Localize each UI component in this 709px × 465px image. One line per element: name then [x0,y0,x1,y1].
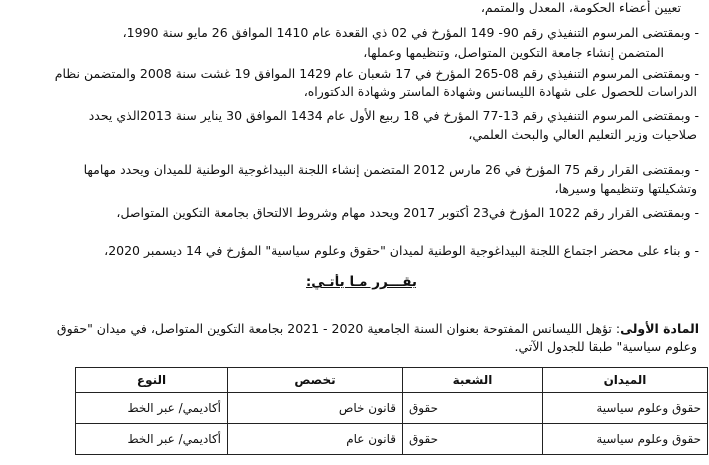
decision-heading: يقـــرر مـا يأتـي: [305,274,417,290]
text-line: - وبمقتضى القرار رقم 75 المؤرخ في 26 مارس 2012 المتضمن إنشاء اللجنة البيداغوجية الوطنية للميدان ويحدد مهامها [83,162,699,177]
text-line: - وبمقتضى المرسوم التنفيذي رقم 08-265 المؤرخ في 17 شعبان عام 1429 الموافق 19 غشت سنة 2008 والمتضمن نظام [54,66,699,81]
text-line: - و بناء على محضر اجتماع اللجنة البيداغوجية الوطنية لميدان "حقوق وعلوم سياسية" المؤرخ في 14 ديسمبر 2020، [104,243,699,258]
text-line: المتضمن إنشاء جامعة التكوين المتواصل، وتنظيمها وعملها، [363,45,664,60]
specialties-table [75,367,708,455]
text-line: وتشكيلتها وتنظيمها وسيرها، [554,181,697,196]
cell-type: أكاديمي/ عبر الخط [76,424,228,455]
text-line: - وبمقتضى القرار رقم 1022 المؤرخ في23 أكتوبر 2017 ويحدد مهام وشروط الالتحاق بجامعة التكوين المتواصل، [116,205,699,220]
cell-branch: حقوق [403,424,543,455]
column-header-type: النوع [76,368,228,393]
text-line: - وبمقتضى المرسوم التنفيذي رقم 13-77 المؤرخ في 18 ربيع الأول عام 1434 الموافق 30 يناير سنة 2013الذي يحدد [88,108,699,123]
cell-field: حقوق وعلوم سياسية [543,424,708,455]
text-line: تعيين أعضاء الحكومة، المعدل والمتمم، [480,0,681,15]
column-header-field: الميدان [543,368,708,393]
cell-type: أكاديمي/ عبر الخط [76,393,228,424]
table-row [76,424,708,455]
cell-branch: حقوق [403,393,543,424]
article-label: المادة الأولى [620,321,699,336]
article-text-continued: وعلوم سياسية" طبقا للجدول الآتي. [514,339,697,354]
cell-specialty: قانون عام [228,424,403,455]
article-text: : تؤهل الليسانس المفتوحة بعنوان السنة الجامعية 2020 - 2021 بجامعة التكوين المتواصل، في ميدان "حقوق [56,321,621,336]
text-line: صلاحيات وزير التعليم العالي والبحث العلمي، [468,127,697,142]
text-line: - وبمقتضى المرسوم التنفيذي رقم 90- 149 المؤرخ في 02 ذي القعدة عام 1410 الموافق 26 مايو سنة 1990، [122,25,699,40]
column-header-specialty: تخصص [228,368,403,393]
table-header-row [76,368,708,393]
article-one [30,321,699,337]
cell-specialty: قانون خاص [228,393,403,424]
table-row [76,393,708,424]
cell-field: حقوق وعلوم سياسية [543,393,708,424]
column-header-branch: الشعبة [403,368,543,393]
text-line: الدراسات للحصول على شهادة الليسانس وشهادة الماستر وشهادة الدكتوراه، [303,84,697,99]
